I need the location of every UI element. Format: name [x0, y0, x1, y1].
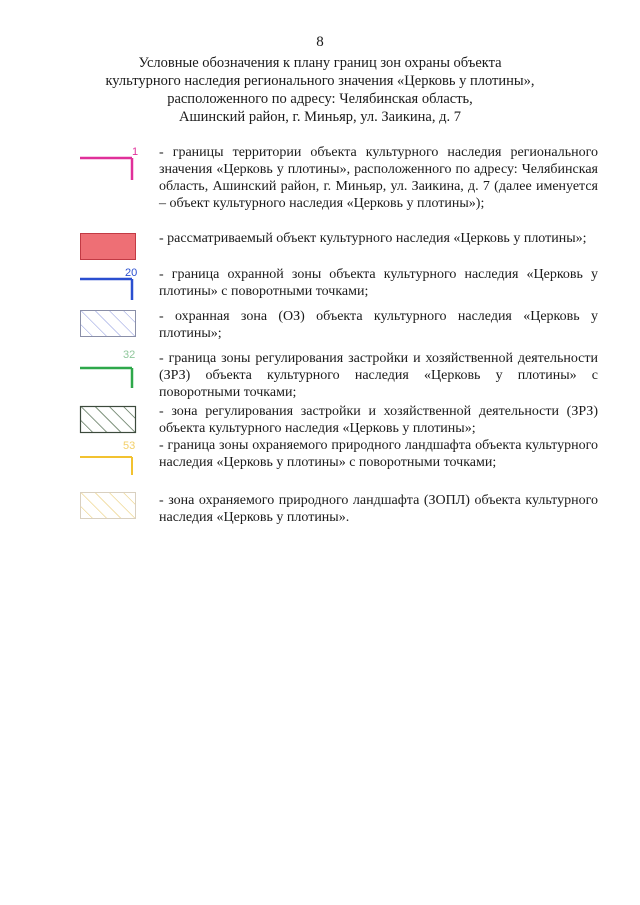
legend-title [60, 54, 580, 126]
title-line: культурного наследия регионального значения «Церковь у плотины», [105, 73, 535, 89]
blue-hatched-rectangle-symbol [80, 310, 136, 338]
legend-text: - зона регулирования застройки и хозяйственной деятельности (ЗРЗ) объекта культурного наследия «Церковь у плотины»; [159, 404, 598, 436]
green-boundary-line-symbol [80, 349, 136, 388]
legend-text: - границы территории объекта культурного наследия регионального значения «Церковь у плотины», расположенного по адресу: Челябинская область, Ашинский район, г. Миньяр, ул. Заикина, д. 7 (далее именуется – объект культурного наследия «Церковь у плотины»); [159, 145, 598, 211]
legend-text: - граница охранной зоны объекта культурного наследия «Церковь у плотины» с поворотными точками; [159, 267, 598, 299]
turn-point-label: 1 [132, 146, 139, 158]
page-number: 8 [316, 34, 324, 50]
green-hatched-rectangle-symbol [80, 406, 136, 434]
legend-text: - граница зоны охраняемого природного ландшафта объекта культурного наследия «Церковь у плотины» с поворотными точками; [159, 438, 598, 470]
title-line: Условные обозначения к плану границ зон охраны объекта [138, 55, 502, 71]
title-line: Ашинский район, г. Миньяр, ул. Заикина, д. 7 [179, 109, 461, 125]
legend-text: - граница зоны регулирования застройки и хозяйственной деятельности (ЗРЗ) объекта культурного наследия «Церковь у плотины» с поворотными точками; [159, 351, 598, 400]
legend-text: - зона охраняемого природного ландшафта (ЗОПЛ) объекта культурного наследия «Церковь у плотины». [159, 493, 598, 525]
red-filled-rectangle-symbol [80, 233, 136, 261]
turn-point-label: 32 [123, 349, 136, 361]
legend-text: - рассматриваемый объект культурного наследия «Церковь у плотины»; [159, 231, 587, 246]
magenta-boundary-line-symbol [80, 146, 139, 182]
blue-boundary-line-symbol [80, 266, 136, 302]
title-line: расположенного по адресу: Челябинская область, [167, 91, 473, 107]
yellow-boundary-line-symbol [80, 439, 136, 475]
yellow-hatched-rectangle-symbol [80, 492, 136, 520]
turn-point-label: 53 [123, 440, 136, 452]
turn-point-label: 20 [125, 267, 138, 279]
legend-text: - охранная зона (ОЗ) объекта культурного наследия «Церковь у плотины»; [159, 309, 598, 341]
